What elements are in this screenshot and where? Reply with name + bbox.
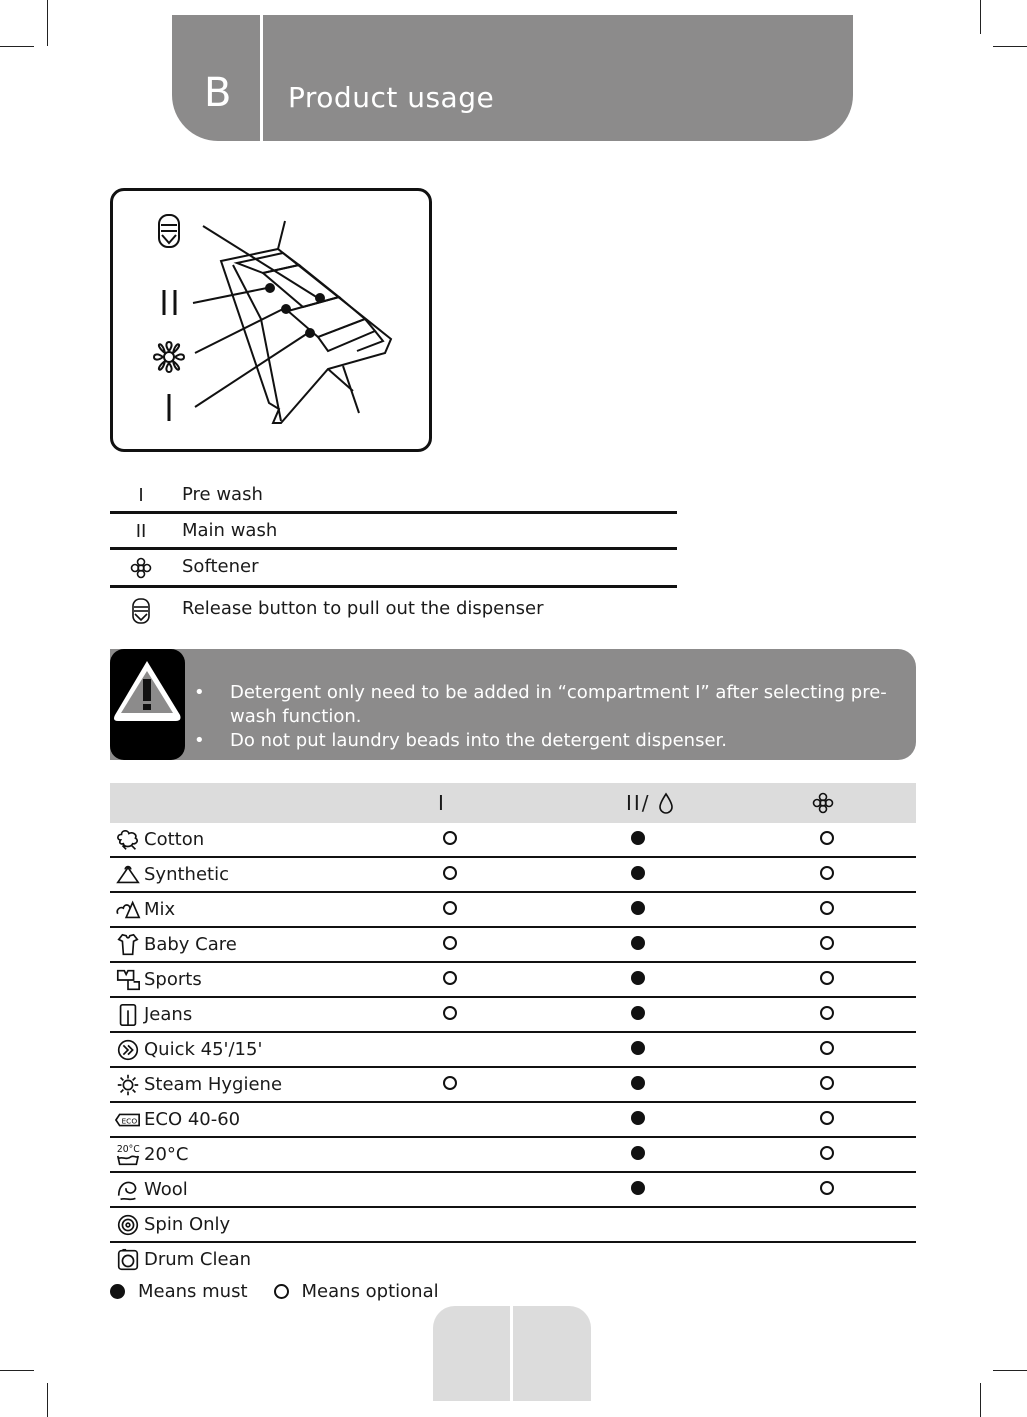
section-header xyxy=(172,15,853,141)
compartment-cells xyxy=(410,1137,916,1172)
program-name: Synthetic xyxy=(144,864,229,885)
crop-mark xyxy=(0,1370,34,1371)
optional-circle-icon xyxy=(820,1041,834,1055)
compartment-cells xyxy=(410,1242,916,1276)
steam-hygiene-icon xyxy=(114,1072,142,1098)
legend-row xyxy=(110,550,677,588)
20c-icon xyxy=(114,1142,142,1168)
main-wash-icon: II xyxy=(135,521,147,542)
legend-row xyxy=(110,514,677,550)
compartment-cells xyxy=(410,1067,916,1102)
optional-circle-icon xyxy=(443,831,457,845)
table-row xyxy=(110,892,916,927)
program-name: Spin Only xyxy=(144,1214,231,1235)
svg-text:20°C: 20°C xyxy=(116,1143,140,1155)
optional-circle-icon xyxy=(443,936,457,950)
header-program xyxy=(110,783,410,823)
program-name: 20°C xyxy=(144,1144,189,1165)
program-name: Sports xyxy=(144,969,202,990)
program-name: Jeans xyxy=(144,1004,193,1025)
optional-label: Means optional xyxy=(301,1281,439,1302)
compartment-cells xyxy=(410,1207,916,1242)
optional-circle-icon xyxy=(820,831,834,845)
compartment-cells xyxy=(410,997,916,1032)
drum-clean-icon xyxy=(114,1247,142,1273)
must-dot-icon xyxy=(631,1041,645,1055)
table-row xyxy=(110,1172,916,1207)
warning-item: • Do not put laundry beads into the detergent dispenser. xyxy=(230,729,920,753)
program-name: Steam Hygiene xyxy=(144,1074,283,1095)
program-name: Wool xyxy=(144,1179,188,1200)
page-title: Product usage xyxy=(288,81,495,114)
table-row xyxy=(110,823,916,857)
optional-circle-icon xyxy=(274,1284,289,1299)
pre-wash-icon: I xyxy=(138,485,144,506)
header-main-wash: II/ xyxy=(600,783,790,823)
mix-icon xyxy=(114,897,142,923)
crop-mark xyxy=(0,46,34,47)
program-cell xyxy=(110,927,410,962)
svg-text:ECO: ECO xyxy=(121,1116,138,1126)
legend-row xyxy=(110,478,677,514)
jeans-icon xyxy=(114,1002,142,1028)
table-row xyxy=(110,997,916,1032)
must-dot-icon xyxy=(631,936,645,950)
program-name: Drum Clean xyxy=(144,1249,252,1270)
legend-row xyxy=(110,588,677,628)
header-softener xyxy=(790,783,916,823)
optional-circle-icon xyxy=(820,1111,834,1125)
program-cell xyxy=(110,1242,410,1276)
crop-mark xyxy=(980,1383,981,1417)
program-cell xyxy=(110,1032,410,1067)
warning-icon-box xyxy=(110,649,185,760)
program-name: Quick 45'/15' xyxy=(144,1039,263,1060)
optional-circle-icon xyxy=(443,1006,457,1020)
page-tab xyxy=(433,1306,591,1401)
must-dot-icon xyxy=(631,971,645,985)
legend-label: Softener xyxy=(182,556,259,577)
optional-circle-icon xyxy=(820,1006,834,1020)
program-cell xyxy=(110,962,410,997)
compartment-cells xyxy=(410,1032,916,1067)
compartment-cells xyxy=(410,1102,916,1137)
must-label: Means must xyxy=(138,1281,248,1302)
program-name: Cotton xyxy=(144,829,205,850)
cotton-icon xyxy=(114,827,142,853)
synthetic-icon xyxy=(114,862,142,888)
table-row xyxy=(110,1207,916,1242)
program-name: Baby Care xyxy=(144,934,237,955)
compartment-cells xyxy=(410,927,916,962)
table-row xyxy=(110,927,916,962)
program-cell xyxy=(110,857,410,892)
compartment-cells xyxy=(410,892,916,927)
optional-circle-icon xyxy=(820,936,834,950)
optional-circle-icon xyxy=(443,866,457,880)
warning-triangle-icon xyxy=(110,649,185,760)
compartment-cells xyxy=(410,962,916,997)
baby-care-icon xyxy=(114,932,142,958)
legend-label: Release button to pull out the dispenser xyxy=(182,598,544,619)
must-dot-icon xyxy=(631,1006,645,1020)
softener-flower-icon xyxy=(154,342,184,372)
legend-label: Main wash xyxy=(182,520,278,541)
dispenser-drawing xyxy=(113,191,429,449)
must-dot-icon xyxy=(631,1146,645,1160)
crop-mark xyxy=(47,0,48,46)
optional-circle-icon xyxy=(820,1076,834,1090)
program-cell xyxy=(110,997,410,1032)
section-letter: B xyxy=(204,70,232,116)
must-dot-icon xyxy=(631,901,645,915)
table-row xyxy=(110,1067,916,1102)
program-cell xyxy=(110,1067,410,1102)
must-dot-icon xyxy=(631,1076,645,1090)
program-cell xyxy=(110,892,410,927)
program-cell xyxy=(110,823,410,857)
header-divider xyxy=(260,15,263,141)
program-cell xyxy=(110,1137,410,1172)
table-header xyxy=(110,783,916,823)
dispenser-diagram xyxy=(110,188,432,452)
compartment-cells xyxy=(410,857,916,892)
optional-circle-icon xyxy=(820,901,834,915)
warning-list xyxy=(192,681,920,753)
compartment-cells xyxy=(410,823,916,857)
legend-label: Pre wash xyxy=(182,484,263,505)
page-tab-divider xyxy=(510,1306,513,1401)
must-dot-icon xyxy=(631,831,645,845)
optional-circle-icon xyxy=(443,1076,457,1090)
optional-circle-icon xyxy=(820,1181,834,1195)
symbol-key xyxy=(110,1281,439,1302)
must-dot-icon xyxy=(110,1284,125,1299)
table-row xyxy=(110,962,916,997)
program-name: ECO 40-60 xyxy=(144,1109,241,1130)
program-name: Mix xyxy=(144,899,176,920)
crop-mark xyxy=(993,46,1027,47)
optional-circle-icon xyxy=(820,971,834,985)
eco-icon xyxy=(114,1107,142,1133)
wool-icon xyxy=(114,1177,142,1203)
compartment-cells xyxy=(410,1172,916,1207)
spin-only-icon xyxy=(114,1212,142,1238)
program-cell xyxy=(110,1207,410,1242)
crop-mark xyxy=(47,1383,48,1417)
crop-mark xyxy=(993,1370,1027,1371)
must-dot-icon xyxy=(631,1181,645,1195)
program-detergent-table xyxy=(110,783,916,1276)
optional-circle-icon xyxy=(443,901,457,915)
header-pre-wash: I xyxy=(438,791,444,815)
table-row xyxy=(110,1032,916,1067)
optional-circle-icon xyxy=(820,866,834,880)
warning-item: • Detergent only need to be added in “compartment I” after selecting pre-wash function. xyxy=(230,681,920,729)
program-cell xyxy=(110,1172,410,1207)
table-row xyxy=(110,1102,916,1137)
table-row xyxy=(110,1242,916,1276)
liquid-drop-icon xyxy=(658,792,674,814)
table-row xyxy=(110,857,916,892)
optional-circle-icon xyxy=(443,971,457,985)
crop-mark xyxy=(980,0,981,34)
softener-flower-icon xyxy=(812,792,834,814)
sports-icon xyxy=(114,967,142,993)
must-dot-icon xyxy=(631,1111,645,1125)
quick-icon xyxy=(114,1037,142,1063)
compartment-legend xyxy=(110,478,677,628)
warning-box xyxy=(110,649,916,760)
table-row xyxy=(110,1137,916,1172)
optional-circle-icon xyxy=(820,1146,834,1160)
softener-flower-icon xyxy=(128,557,154,581)
program-cell xyxy=(110,1102,410,1137)
release-button-icon xyxy=(128,598,154,622)
must-dot-icon xyxy=(631,866,645,880)
